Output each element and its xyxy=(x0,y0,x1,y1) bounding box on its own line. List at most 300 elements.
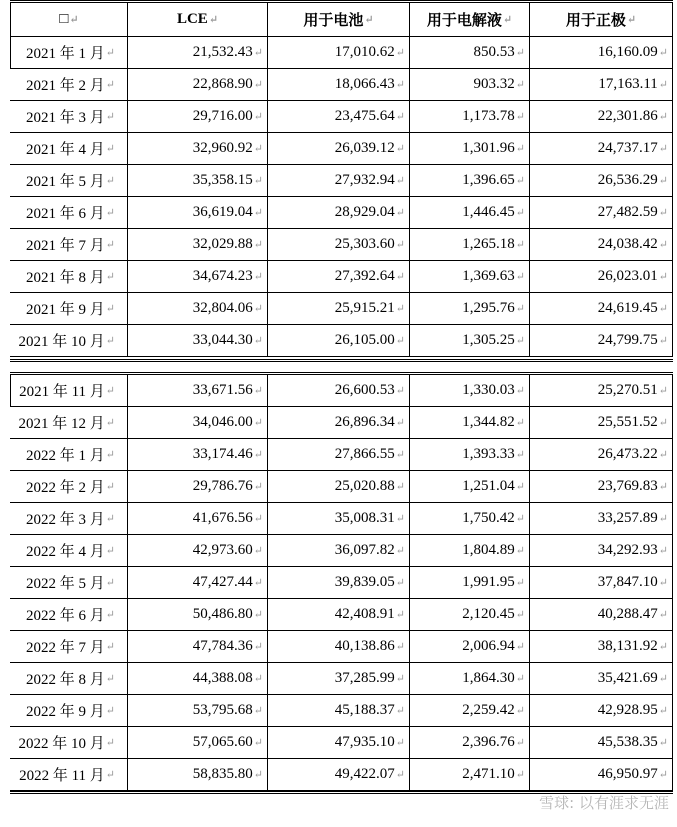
cell-value: 1,864.30 xyxy=(462,670,515,686)
cell-value: 1,330.03 xyxy=(462,382,515,398)
lce-cell xyxy=(128,631,268,663)
cell-value: 35,421.69 xyxy=(597,670,658,686)
electrolyte-cell xyxy=(410,535,530,567)
electrolyte-cell xyxy=(410,165,530,197)
cell-value: 850.53 xyxy=(473,44,515,60)
cell-value: 1,396.65 xyxy=(462,172,515,188)
cell-end-mark: ↵ xyxy=(253,641,263,653)
battery-cell xyxy=(268,727,410,759)
cell-end-mark: ↵ xyxy=(515,545,525,557)
cell-value: 2021 年 7 月 xyxy=(26,238,105,254)
cell-value: 26,473.22 xyxy=(597,446,658,462)
cell-end-mark: ↵ xyxy=(515,449,525,461)
battery-cell xyxy=(268,37,410,69)
cell-end-mark: ↵ xyxy=(658,271,668,283)
month-cell xyxy=(10,133,128,165)
cell-end-mark: ↵ xyxy=(105,481,115,493)
month-cell xyxy=(10,165,128,197)
cell-value: 1,804.89 xyxy=(462,542,515,558)
month-cell xyxy=(10,69,128,101)
cell-value: 29,716.00 xyxy=(192,108,253,124)
month-cell xyxy=(10,727,128,759)
lce-cell xyxy=(128,375,268,407)
cell-value: 33,257.89 xyxy=(597,510,658,526)
cell-value: 21,532.43 xyxy=(192,44,253,60)
cell-value: 24,038.42 xyxy=(597,236,658,252)
cell-end-mark: ↵ xyxy=(253,545,263,557)
cell-value: 25,915.21 xyxy=(334,300,395,316)
lce-cell xyxy=(128,727,268,759)
cell-value: 23,475.64 xyxy=(334,108,395,124)
cathode-cell xyxy=(530,471,673,503)
cell-value: 35,008.31 xyxy=(334,510,395,526)
cell-end-mark: ↵ xyxy=(105,449,115,461)
cell-value: 45,538.35 xyxy=(597,734,658,750)
lce-cell xyxy=(128,503,268,535)
cell-end-mark: ↵ xyxy=(253,769,263,781)
cell-value: 32,960.92 xyxy=(192,140,253,156)
cell-value: 26,896.34 xyxy=(334,414,395,430)
cell-value: 2,471.10 xyxy=(462,766,515,782)
electrolyte-cell xyxy=(410,375,530,407)
month-cell xyxy=(10,407,128,439)
cell-value: 27,392.64 xyxy=(334,268,395,284)
header-electrolyte: 用于电解液 ↵ xyxy=(410,3,530,37)
cell-value: 1,393.33 xyxy=(462,446,515,462)
header-battery: 用于电池 ↵ xyxy=(268,3,410,37)
cell-value: 45,188.37 xyxy=(334,702,395,718)
cell-value: 2,006.94 xyxy=(462,638,515,654)
cell-value: 2021 年 1 月 xyxy=(26,46,105,62)
cell-value: 1,301.96 xyxy=(462,140,515,156)
cell-end-mark: ↵ xyxy=(658,175,668,187)
month-cell xyxy=(10,293,128,325)
cell-end-mark: ↵ xyxy=(658,335,668,347)
electrolyte-cell xyxy=(410,695,530,727)
cell-value: 42,973.60 xyxy=(192,542,253,558)
cell-end-mark: ↵ xyxy=(515,303,525,315)
cell-value: 24,737.17 xyxy=(597,140,658,156)
cell-end-mark: ↵ xyxy=(253,143,263,155)
electrolyte-cell xyxy=(410,293,530,325)
month-cell xyxy=(10,567,128,599)
cell-end-mark: ↵ xyxy=(515,111,525,123)
month-cell xyxy=(10,439,128,471)
cell-end-mark: ↵ xyxy=(105,737,115,749)
cell-end-mark: ↵ xyxy=(515,175,525,187)
cell-value: 2022 年 5 月 xyxy=(26,576,105,592)
cell-end-mark: ↵ xyxy=(658,239,668,251)
cell-value: 33,671.56 xyxy=(192,382,253,398)
cell-end-mark: ↵ xyxy=(253,335,263,347)
cell-end-mark: ↵ xyxy=(395,143,405,155)
electrolyte-cell xyxy=(410,133,530,165)
electrolyte-cell xyxy=(410,197,530,229)
cathode-cell xyxy=(530,439,673,471)
cathode-cell xyxy=(530,407,673,439)
cell-end-mark: ↵ xyxy=(253,513,263,525)
cell-value: 1,305.25 xyxy=(462,332,515,348)
cell-end-mark: ↵ xyxy=(395,175,405,187)
cell-end-mark: ↵ xyxy=(395,545,405,557)
cell-end-mark: ↵ xyxy=(658,641,668,653)
cell-value: 33,044.30 xyxy=(192,332,253,348)
cell-value: 2022 年 6 月 xyxy=(26,608,105,624)
cell-end-mark: ↵ xyxy=(253,449,263,461)
month-cell xyxy=(10,375,128,407)
cell-value: 2021 年 2 月 xyxy=(26,78,105,94)
cell-value: 32,029.88 xyxy=(192,236,253,252)
cell-value: 1,295.76 xyxy=(462,300,515,316)
cell-value: 44,388.08 xyxy=(192,670,253,686)
electrolyte-cell xyxy=(410,663,530,695)
cell-value: 42,408.91 xyxy=(334,606,395,622)
cell-end-mark: ↵ xyxy=(515,385,525,397)
cell-value: 34,674.23 xyxy=(192,268,253,284)
cell-value: 1,265.18 xyxy=(462,236,515,252)
cell-end-mark: ↵ xyxy=(658,207,668,219)
cell-end-mark: ↵ xyxy=(515,271,525,283)
lce-cell xyxy=(128,695,268,727)
cathode-cell xyxy=(530,695,673,727)
cell-end-mark: ↵ xyxy=(515,79,525,91)
cell-value: 57,065.60 xyxy=(192,734,253,750)
cell-end-mark: ↵ xyxy=(105,673,115,685)
cell-value: 2021 年 11 月 xyxy=(19,384,105,400)
month-cell xyxy=(10,197,128,229)
cell-end-mark: ↵ xyxy=(105,641,115,653)
cell-value: 34,046.00 xyxy=(192,414,253,430)
cell-end-mark: ↵ xyxy=(253,417,263,429)
battery-cell xyxy=(268,261,410,293)
cathode-cell xyxy=(530,567,673,599)
cell-end-mark: ↵ xyxy=(253,303,263,315)
electrolyte-cell xyxy=(410,599,530,631)
battery-cell xyxy=(268,325,410,357)
cell-value: 27,932.94 xyxy=(334,172,395,188)
battery-cell xyxy=(268,759,410,791)
cell-value: 26,600.53 xyxy=(334,382,395,398)
cell-value: 2022 年 11 月 xyxy=(19,768,105,784)
cell-value: 2022 年 3 月 xyxy=(26,512,105,528)
cell-end-mark: ↵ xyxy=(105,769,115,781)
cell-end-mark: ↵ xyxy=(253,481,263,493)
lce-cell xyxy=(128,535,268,567)
lce-cell xyxy=(128,407,268,439)
cell-end-mark: ↵ xyxy=(395,769,405,781)
battery-cell xyxy=(268,197,410,229)
battery-cell xyxy=(268,375,410,407)
electrolyte-cell xyxy=(410,631,530,663)
lce-cell xyxy=(128,293,268,325)
battery-cell xyxy=(268,229,410,261)
cell-end-mark: ↵ xyxy=(658,481,668,493)
cell-value: 2022 年 4 月 xyxy=(26,544,105,560)
watermark: 雪球: 以有涯求无涯 xyxy=(539,794,669,812)
lce-cell xyxy=(128,567,268,599)
battery-cell xyxy=(268,663,410,695)
battery-cell xyxy=(268,293,410,325)
data-table xyxy=(10,0,673,794)
cell-end-mark: ↵ xyxy=(658,303,668,315)
lce-cell xyxy=(128,197,268,229)
table-body-section-1 xyxy=(10,37,673,357)
cell-end-mark: ↵ xyxy=(395,271,405,283)
lce-cell xyxy=(128,69,268,101)
electrolyte-cell xyxy=(410,727,530,759)
cathode-cell xyxy=(530,759,673,791)
cell-end-mark: ↵ xyxy=(253,609,263,621)
battery-cell xyxy=(268,69,410,101)
cell-end-mark: ↵ xyxy=(395,641,405,653)
month-cell xyxy=(10,631,128,663)
cell-end-mark: ↵ xyxy=(253,175,263,187)
cell-end-mark: ↵ xyxy=(658,609,668,621)
month-cell xyxy=(10,695,128,727)
cell-end-mark: ↵ xyxy=(105,79,115,91)
month-cell xyxy=(10,229,128,261)
cell-end-mark: ↵ xyxy=(658,143,668,155)
battery-cell xyxy=(268,503,410,535)
cell-value: 17,163.11 xyxy=(598,76,658,92)
cell-end-mark: ↵ xyxy=(515,143,525,155)
cell-value: 1,251.04 xyxy=(462,478,515,494)
battery-cell xyxy=(268,471,410,503)
cell-value: 40,138.86 xyxy=(334,638,395,654)
cell-value: 24,799.75 xyxy=(597,332,658,348)
cell-end-mark: ↵ xyxy=(395,577,405,589)
electrolyte-cell xyxy=(410,325,530,357)
cell-value: 22,868.90 xyxy=(192,76,253,92)
cell-end-mark: ↵ xyxy=(105,513,115,525)
cell-value: 41,676.56 xyxy=(192,510,253,526)
electrolyte-cell xyxy=(410,69,530,101)
month-cell xyxy=(10,471,128,503)
cell-value: 2022 年 7 月 xyxy=(26,640,105,656)
cell-value: 1,446.45 xyxy=(462,204,515,220)
cell-end-mark: ↵ xyxy=(253,271,263,283)
cell-value: 2022 年 8 月 xyxy=(26,672,105,688)
electrolyte-cell xyxy=(410,759,530,791)
cell-end-mark: ↵ xyxy=(105,545,115,557)
header-corner: □ ↵ xyxy=(10,3,128,37)
electrolyte-cell xyxy=(410,101,530,133)
cell-end-mark: ↵ xyxy=(105,207,115,219)
cell-value: 28,929.04 xyxy=(334,204,395,220)
cell-end-mark: ↵ xyxy=(515,513,525,525)
cell-end-mark: ↵ xyxy=(515,207,525,219)
cell-value: 2021 年 6 月 xyxy=(26,206,105,222)
cell-value: 1,991.95 xyxy=(462,574,515,590)
electrolyte-cell xyxy=(410,37,530,69)
cell-end-mark: ↵ xyxy=(515,641,525,653)
cell-end-mark: ↵ xyxy=(515,417,525,429)
cell-end-mark: ↵ xyxy=(658,673,668,685)
cell-end-mark: ↵ xyxy=(658,577,668,589)
lce-cell xyxy=(128,759,268,791)
cell-end-mark: ↵ xyxy=(395,705,405,717)
lce-cell xyxy=(128,439,268,471)
cell-value: 2022 年 2 月 xyxy=(26,480,105,496)
month-cell xyxy=(10,37,128,69)
electrolyte-cell xyxy=(410,567,530,599)
month-cell xyxy=(10,759,128,791)
battery-cell xyxy=(268,101,410,133)
month-cell xyxy=(10,101,128,133)
cell-value: 26,105.00 xyxy=(334,332,395,348)
cathode-cell xyxy=(530,503,673,535)
cell-end-mark: ↵ xyxy=(253,577,263,589)
cell-end-mark: ↵ xyxy=(105,385,115,397)
cell-end-mark: ↵ xyxy=(395,609,405,621)
cathode-cell xyxy=(530,229,673,261)
cell-value: 26,039.12 xyxy=(334,140,395,156)
cell-end-mark: ↵ xyxy=(515,769,525,781)
cell-value: 36,097.82 xyxy=(334,542,395,558)
lce-cell xyxy=(128,37,268,69)
cell-value: 2021 年 3 月 xyxy=(26,110,105,126)
month-cell xyxy=(10,325,128,357)
cell-value: 42,928.95 xyxy=(597,702,658,718)
cell-value: 2021 年 4 月 xyxy=(26,142,105,158)
cell-end-mark: ↵ xyxy=(105,577,115,589)
page-break-divider xyxy=(10,359,673,375)
cell-end-mark: ↵ xyxy=(105,609,115,621)
cell-value: 903.32 xyxy=(473,76,515,92)
cell-value: 35,358.15 xyxy=(192,172,253,188)
cell-end-mark: ↵ xyxy=(395,449,405,461)
electrolyte-cell xyxy=(410,471,530,503)
lce-cell xyxy=(128,471,268,503)
cell-end-mark: ↵ xyxy=(658,47,668,59)
month-cell xyxy=(10,663,128,695)
cell-value: 26,536.29 xyxy=(597,172,658,188)
cell-value: 49,422.07 xyxy=(334,766,395,782)
cell-value: 24,619.45 xyxy=(597,300,658,316)
month-cell xyxy=(10,599,128,631)
battery-cell xyxy=(268,695,410,727)
cell-value: 2021 年 12 月 xyxy=(18,416,105,432)
cell-end-mark: ↵ xyxy=(395,513,405,525)
electrolyte-cell xyxy=(410,407,530,439)
lce-cell xyxy=(128,229,268,261)
cell-value: 1,173.78 xyxy=(462,108,515,124)
cell-end-mark: ↵ xyxy=(658,769,668,781)
cell-end-mark: ↵ xyxy=(658,417,668,429)
cell-value: 2022 年 9 月 xyxy=(26,704,105,720)
electrolyte-cell xyxy=(410,261,530,293)
cell-end-mark: ↵ xyxy=(658,737,668,749)
cell-value: 34,292.93 xyxy=(597,542,658,558)
cell-value: 2022 年 1 月 xyxy=(26,448,105,464)
cathode-cell xyxy=(530,261,673,293)
cell-value: 2,259.42 xyxy=(462,702,515,718)
cell-value: 47,427.44 xyxy=(192,574,253,590)
cell-value: 1,369.63 xyxy=(462,268,515,284)
battery-cell xyxy=(268,567,410,599)
cell-value: 1,750.42 xyxy=(462,510,515,526)
cell-end-mark: ↵ xyxy=(253,705,263,717)
cell-end-mark: ↵ xyxy=(105,271,115,283)
table-body-section-2 xyxy=(10,375,673,794)
cell-value: 38,131.92 xyxy=(597,638,658,654)
cell-end-mark: ↵ xyxy=(395,335,405,347)
month-cell xyxy=(10,261,128,293)
cell-value: 25,020.88 xyxy=(334,478,395,494)
cell-end-mark: ↵ xyxy=(658,513,668,525)
battery-cell xyxy=(268,535,410,567)
cell-value: 22,301.86 xyxy=(597,108,658,124)
cell-value: 25,270.51 xyxy=(597,382,658,398)
battery-cell xyxy=(268,631,410,663)
cell-end-mark: ↵ xyxy=(658,385,668,397)
cell-value: 2,396.76 xyxy=(462,734,515,750)
cell-value: 27,482.59 xyxy=(597,204,658,220)
cell-value: 40,288.47 xyxy=(597,606,658,622)
cell-end-mark: ↵ xyxy=(105,335,115,347)
cathode-cell xyxy=(530,293,673,325)
cell-value: 25,551.52 xyxy=(597,414,658,430)
cell-end-mark: ↵ xyxy=(515,577,525,589)
battery-cell xyxy=(268,407,410,439)
cathode-cell xyxy=(530,197,673,229)
cell-end-mark: ↵ xyxy=(515,239,525,251)
battery-cell xyxy=(268,599,410,631)
cell-end-mark: ↵ xyxy=(395,111,405,123)
cell-value: 39,839.05 xyxy=(334,574,395,590)
cathode-cell xyxy=(530,325,673,357)
cell-value: 2021 年 8 月 xyxy=(26,270,105,286)
cell-value: 23,769.83 xyxy=(597,478,658,494)
cell-value: 1,344.82 xyxy=(462,414,515,430)
cell-end-mark: ↵ xyxy=(105,417,115,429)
cathode-cell xyxy=(530,165,673,197)
electrolyte-cell xyxy=(410,439,530,471)
cell-end-mark: ↵ xyxy=(395,207,405,219)
cathode-cell xyxy=(530,37,673,69)
cell-end-mark: ↵ xyxy=(658,111,668,123)
cell-end-mark: ↵ xyxy=(395,673,405,685)
cathode-cell xyxy=(530,599,673,631)
cell-end-mark: ↵ xyxy=(253,385,263,397)
cathode-cell xyxy=(530,69,673,101)
cell-value: 2,120.45 xyxy=(462,606,515,622)
lce-cell xyxy=(128,133,268,165)
cell-value: 37,847.10 xyxy=(597,574,658,590)
header-cathode: 用于正极 ↵ xyxy=(530,3,673,37)
cell-value: 46,950.97 xyxy=(597,766,658,782)
cell-end-mark: ↵ xyxy=(395,79,405,91)
cathode-cell xyxy=(530,375,673,407)
cell-value: 37,285.99 xyxy=(334,670,395,686)
cathode-cell xyxy=(530,535,673,567)
cell-value: 27,866.55 xyxy=(334,446,395,462)
cell-end-mark: ↵ xyxy=(658,79,668,91)
cell-end-mark: ↵ xyxy=(395,385,405,397)
cell-value: 18,066.43 xyxy=(334,76,395,92)
cell-end-mark: ↵ xyxy=(515,673,525,685)
cell-value: 17,010.62 xyxy=(334,44,395,60)
battery-cell xyxy=(268,439,410,471)
cell-value: 25,303.60 xyxy=(334,236,395,252)
battery-cell xyxy=(268,165,410,197)
cell-end-mark: ↵ xyxy=(515,609,525,621)
header-lce: LCE ↵ xyxy=(128,3,268,37)
cell-end-mark: ↵ xyxy=(253,111,263,123)
cell-end-mark: ↵ xyxy=(395,417,405,429)
lce-cell xyxy=(128,663,268,695)
electrolyte-cell xyxy=(410,229,530,261)
